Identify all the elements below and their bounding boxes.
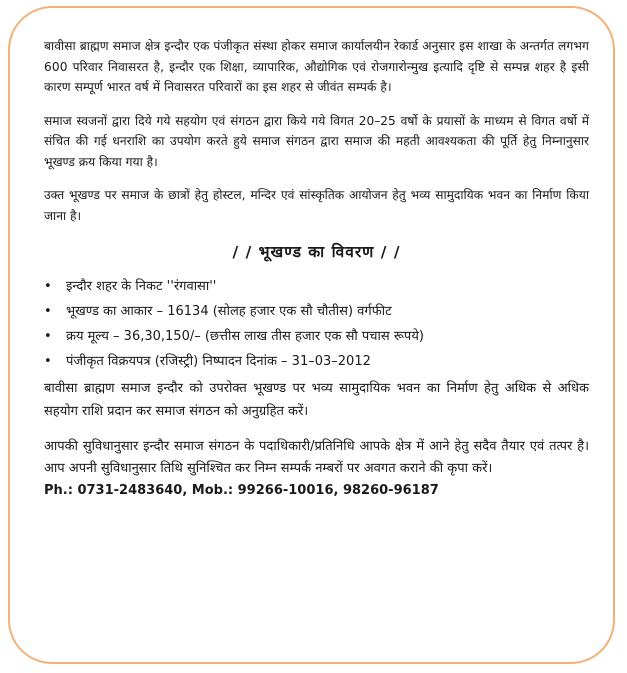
contact-paragraph: आपकी सुविधानुसार इन्दौर समाज संगठन के पदाधिकारी/प्रतिनिधि आपके क्षेत्र में आने हेतु सदैव तैयार एवं तत्पर है। आप अपनी सुविधानुसार तिथि सुनिश्चित कर निम्न सम्पर्क नम्बरों पर अवगत कराने की कृपा करें। — [44, 439, 589, 476]
plot-details-list — [44, 276, 589, 372]
appeal-paragraph: बावीसा ब्राह्मण समाज इन्दौर को उपरोक्त भूखण्ड पर भव्य सामुदायिक भवन का निर्माण हेतु अधिक से अधिक सहयोग राशि प्रदान कर समाज संगठन को अनुग्रहित करें। — [44, 381, 589, 419]
bullet-icon: • — [44, 304, 52, 319]
efforts-paragraph: समाज स्वजनों द्वारा दिये गये सहयोग एवं संगठन द्वारा किये गये विगत 20–25 वर्षो के प्रयासों के माध्यम से विगत वर्षो में संचित की गई धनराशि का उपयोग करते हुये समाज संगठन द्वारा समाज की महती आवश्यकता की पूर्ति हेतु निम्नानुसार भूखण्ड क्रय किया गया है। — [44, 113, 589, 169]
list-item — [44, 301, 589, 322]
purpose-paragraph: उक्त भूखण्ड पर समाज के छात्रों हेतु होस्टल, मन्दिर एवं सांस्कृतिक आयोजन हेतु भव्य सामुदायिक भवन का निर्माण किया जाना है। — [44, 188, 589, 223]
list-item — [44, 351, 589, 372]
detail-price: क्रय मूल्य – 36,30,150/– (छत्तीस लाख तीस हजार एक सौ पचास रूपये) — [66, 329, 424, 344]
bullet-icon: • — [44, 354, 52, 369]
intro-paragraph: बावीसा ब्राह्मण समाज क्षेत्र इन्दौर एक पंजीकृत संस्था होकर समाज कार्यालयीन रेकार्ड अनुसार इस शाखा के अन्तर्गत लगभग 600 परिवार निवासरत है, इन्दौर एक शिक्षा, व्यापारिक, औद्योगिक एवं रोजगारोन्मुख इत्यादि दृष्टि से सम्पन्न शहर है इसी कारण सम्पूर्ण भारत वर्ष में निवासरत परिवारों का इस शहर से जीवंत सम्पर्क है। — [44, 39, 589, 94]
contact-numbers: Ph.: 0731-2483640, Mob.: 99266-10016, 98260-96187 — [44, 483, 439, 498]
plot-details-heading: / / भूखण्ड का विवरण / / — [232, 243, 401, 261]
notice-content — [44, 36, 589, 498]
detail-registry-date: पंजीकृत विक्रयपत्र (रजिस्ट्री) निष्पादन दिनांक – 31–03–2012 — [66, 354, 371, 369]
bullet-icon: • — [44, 279, 52, 294]
list-item — [44, 326, 589, 347]
detail-size: भूखण्ड का आकार – 16134 (सोलह हजार एक सौ चौतीस) वर्गफीट — [66, 304, 392, 319]
bullet-icon: • — [44, 329, 52, 344]
detail-location: इन्दौर शहर के निकट ''रंगवासा'' — [66, 279, 217, 294]
list-item — [44, 276, 589, 297]
